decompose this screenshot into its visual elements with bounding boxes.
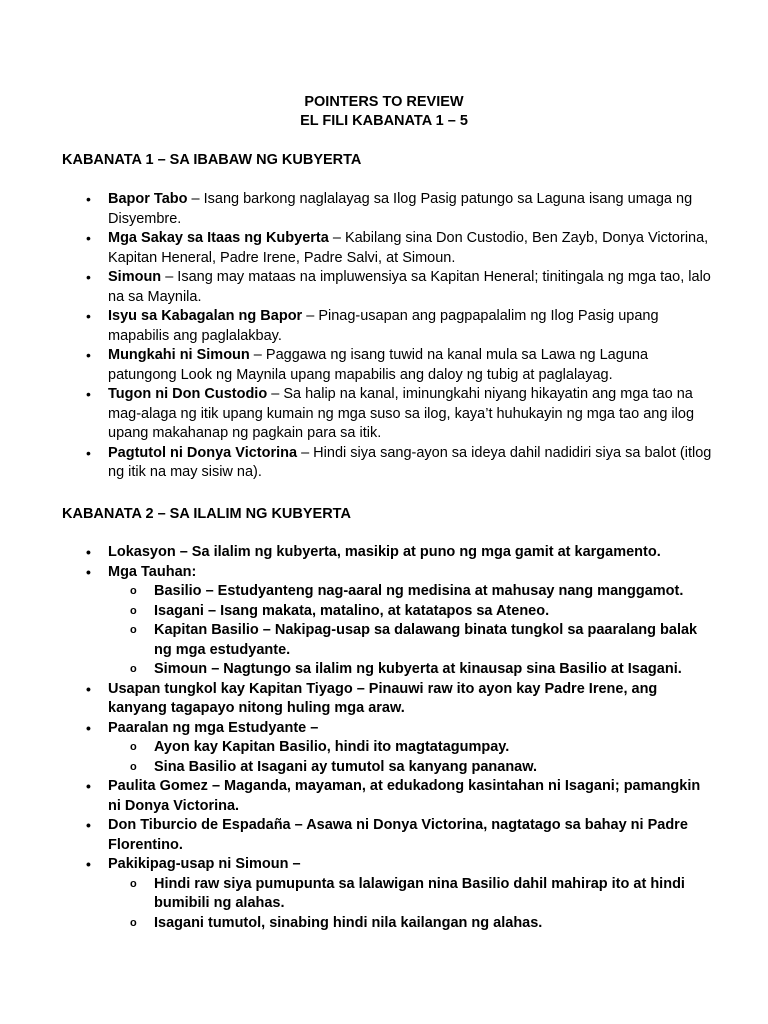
item-term: Pagtutol ni Donya Victorina: [108, 444, 298, 461]
item-text: Paaralan ng mga Estudyante –: [108, 719, 319, 736]
list-item: [62, 444, 712, 483]
item-text: – Isang may mataas na impluwensiya sa Kapitan Heneral; tinitingala ng mga tao, lalo na sa Maynila.: [108, 269, 711, 305]
document-subtitle: EL FILI KABANATA 1 – 5: [300, 113, 468, 129]
section2-list: [62, 543, 712, 933]
item-text: – Hindi siya sang-ayon sa ideya dahil nadidiri siya sa balot (itlog ng itik na may sisiw na).: [108, 444, 712, 480]
list-item: [62, 385, 712, 444]
list-item: [62, 719, 712, 778]
item-term: Bapor Tabo: [108, 191, 188, 207]
sub-list: [108, 582, 712, 680]
item-text: Mga Tauhan:: [108, 563, 197, 580]
item-term: Isyu sa Kabagalan ng Bapor: [108, 308, 303, 324]
section1-list: [62, 190, 712, 483]
list-item: [62, 307, 712, 346]
list-item: • Usapan tungkol kay Kapitan Tiyago – Pinauwi raw ito ayon kay Padre Irene, ang kanyang tagapayo nitong huling mga araw.: [62, 680, 712, 719]
sub-list-item: o Kapitan Basilio – Nakipag-usap sa dalawang binata tungkol sa paaralang balak ng mga estudyante.: [108, 621, 712, 660]
item-text: – Sa halip na kanal, iminungkahi niyang hikayatin ang mga tao na mag-alaga ng itik upang kumain ng mga suso sa ilog, kaya’t huhukayin ng mga tao ang ilog upang makahanap ng pagkain para sa itik.: [108, 386, 695, 441]
sub-list: [108, 875, 712, 934]
sub-list: [108, 738, 712, 777]
item-term: Mungkahi ni Simoun: [108, 347, 250, 363]
list-item: [62, 346, 712, 385]
sub-list-item: o Ayon kay Kapitan Basilio, hindi ito magtatagumpay.: [108, 738, 712, 758]
sub-list-item: o Isagani – Isang makata, matalino, at katatapos sa Ateneo.: [108, 602, 712, 622]
list-item: [62, 268, 712, 307]
list-item: • Paulita Gomez – Maganda, mayaman, at edukadong kasintahan ni Isagani; pamangkin ni Donya Victorina.: [62, 777, 712, 816]
section1-heading: KABANATA 1 – SA IBABAW NG KUBYERTA: [62, 152, 362, 168]
list-item: [62, 190, 712, 229]
list-item: • Lokasyon – Sa ilalim ng kubyerta, masikip at puno ng mga gamit at kargamento.: [62, 543, 712, 563]
list-item: [62, 855, 712, 933]
item-term: Simoun: [108, 269, 162, 285]
item-text: – Isang barkong naglalayag sa Ilog Pasig patungo sa Laguna isang umaga ng Disyembre.: [108, 191, 693, 227]
item-text: – Pinag-usapan ang pagpapalalim ng Ilog Pasig upang mapabilis ang paglalakbay.: [108, 308, 659, 344]
sub-list-item: o Sina Basilio at Isagani ay tumutol sa kanyang pananaw.: [108, 758, 712, 778]
section2-heading: KABANATA 2 – SA ILALIM NG KUBYERTA: [62, 506, 351, 522]
sub-list-item: o Simoun – Nagtungo sa ilalim ng kubyerta at kinausap sina Basilio at Isagani.: [108, 660, 712, 680]
sub-list-item: o Hindi raw siya pumupunta sa lalawigan nina Basilio dahil mahirap ito at hindi bumibili ng alahas.: [108, 875, 712, 914]
list-item: [62, 563, 712, 680]
item-text: – Kabilang sina Don Custodio, Ben Zayb, Donya Victorina, Kapitan Heneral, Padre Irene, Padre Salvi, at Simoun.: [108, 230, 709, 266]
item-term: Tugon ni Don Custodio: [108, 386, 268, 402]
sub-list-item: o Isagani tumutol, sinabing hindi nila kailangan ng alahas.: [108, 914, 712, 934]
item-text: Pakikipag-usap ni Simoun –: [108, 856, 301, 872]
list-item: [62, 229, 712, 268]
item-text: – Paggawa ng isang tuwid na kanal mula sa Lawa ng Laguna patungong Look ng Maynila upang mapabilis ang daloy ng tubig at paglalayag.: [108, 347, 649, 383]
item-term: Mga Sakay sa Itaas ng Kubyerta: [108, 230, 329, 246]
document-title: POINTERS TO REVIEW: [304, 94, 464, 110]
sub-list-item: o Basilio – Estudyanteng nag-aaral ng medisina at mahusay nang manggamot.: [108, 582, 712, 602]
list-item: • Don Tiburcio de Espadaña – Asawa ni Donya Victorina, nagtatago sa bahay ni Padre Florentino.: [62, 816, 712, 855]
